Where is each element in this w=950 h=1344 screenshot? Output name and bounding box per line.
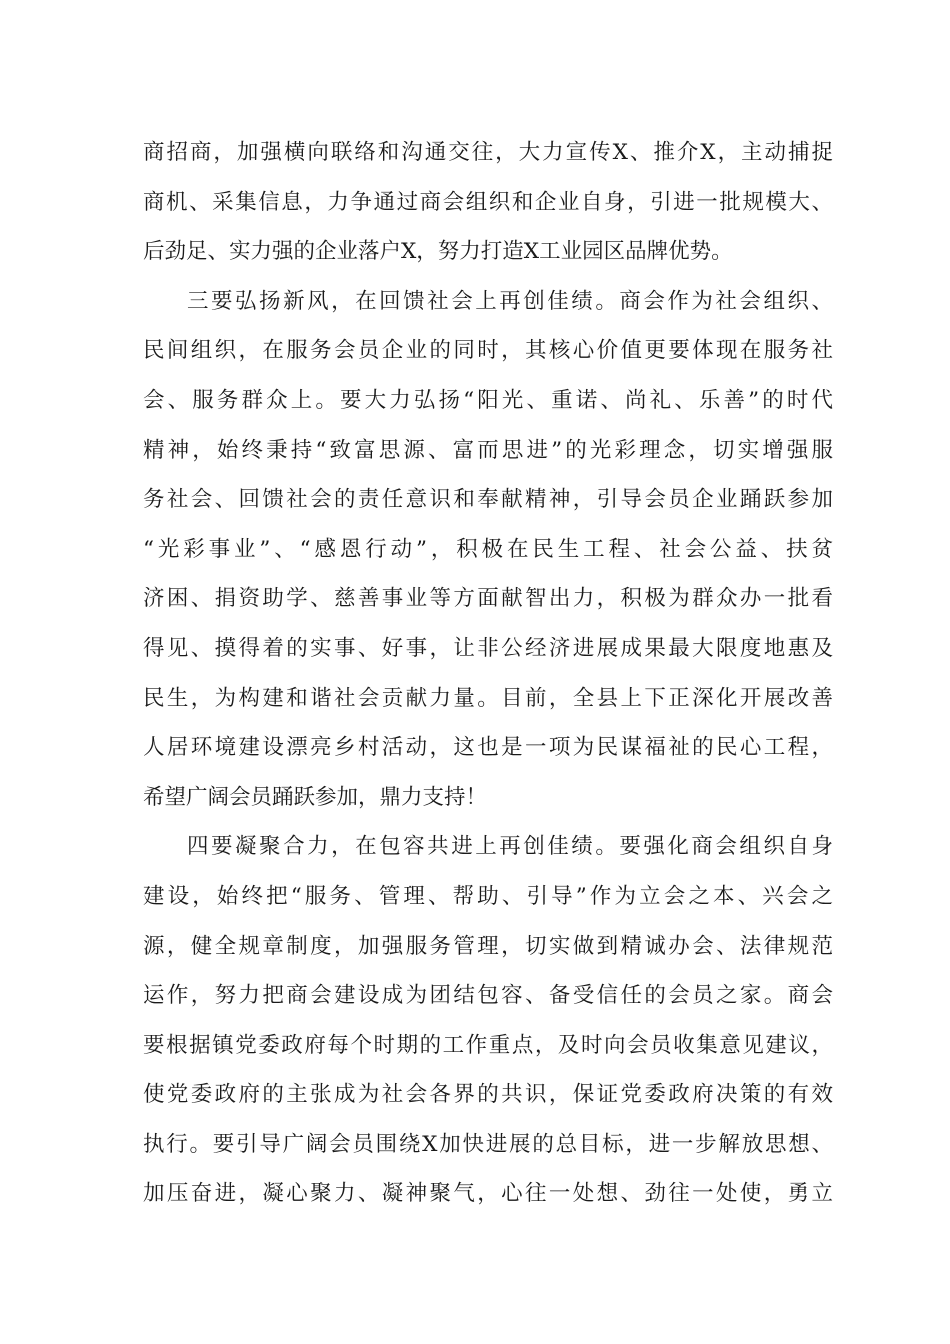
- paragraph: [143, 128, 833, 277]
- text-line: 务社会、回馈社会的责任意识和奉献精神，引导会员企业踊跃参加: [143, 487, 833, 513]
- text-line: 源，健全规章制度，加强服务管理，切实做到精诚办会、法律规范: [143, 933, 833, 959]
- text-line: 精神，始终秉持“致富思源、富而思进”的光彩理念，切实增强服: [143, 437, 833, 463]
- text-line: 人居环境建设漂亮乡村活动，这也是一项为民谋福祉的民心工程，: [143, 735, 833, 761]
- text-line: 希望广阔会员踊跃参加，鼎力支持！: [143, 784, 488, 810]
- text-line: “光彩事业”、“感恩行动”，积极在民生工程、社会公益、扶贫: [143, 536, 833, 562]
- text-line: 要根据镇党委政府每个时期的工作重点，及时向会员收集意见建议，: [143, 1032, 833, 1058]
- text-line: 商机、采集信息，力争通过商会组织和企业自身，引进一批规模大、: [143, 189, 833, 215]
- text-line: 使党委政府的主张成为社会各界的共识，保证党委政府决策的有效: [143, 1082, 833, 1108]
- text-line: 民间组织，在服务会员企业的同时，其核心价值更要体现在服务社: [143, 338, 833, 364]
- text-line: 运作，努力把商会建设成为团结包容、备受信任的会员之家。商会: [143, 983, 833, 1009]
- text-line: 会、服务群众上。要大力弘扬“阳光、重诺、尚礼、乐善”的时代: [143, 387, 833, 413]
- document-body: [143, 128, 833, 1219]
- text-line: 加压奋进，凝心聚力、凝神聚气，心往一处想、劲往一处使，勇立: [143, 1181, 833, 1207]
- text-line: 后劲足、实力强的企业落户X，努力打造X工业园区品牌优势。: [143, 239, 733, 265]
- paragraph: [143, 822, 833, 1219]
- text-line: 济困、捐资助学、慈善事业等方面献智出力，积极为群众办一批看: [143, 586, 833, 612]
- paragraph: [143, 277, 833, 823]
- text-line: 建设，始终把“服务、管理、帮助、引导”作为立会之本、兴会之: [143, 883, 833, 909]
- text-line: 商招商，加强横向联络和沟通交往，大力宣传X、推介X，主动捕捉: [143, 140, 833, 165]
- text-line: 三要弘扬新风，在回馈社会上再创佳绩。商会作为社会组织、: [187, 288, 833, 314]
- text-line: 得见、摸得着的实事、好事，让非公经济进展成果最大限度地惠及: [143, 635, 833, 661]
- text-line: 四要凝聚合力，在包容共进上再创佳绩。要强化商会组织自身: [187, 834, 833, 860]
- text-line: 执行。要引导广阔会员围绕X加快进展的总目标，进一步解放思想、: [143, 1131, 833, 1157]
- text-line: 民生，为构建和谐社会贡献力量。目前，全县上下正深化开展改善: [143, 685, 833, 711]
